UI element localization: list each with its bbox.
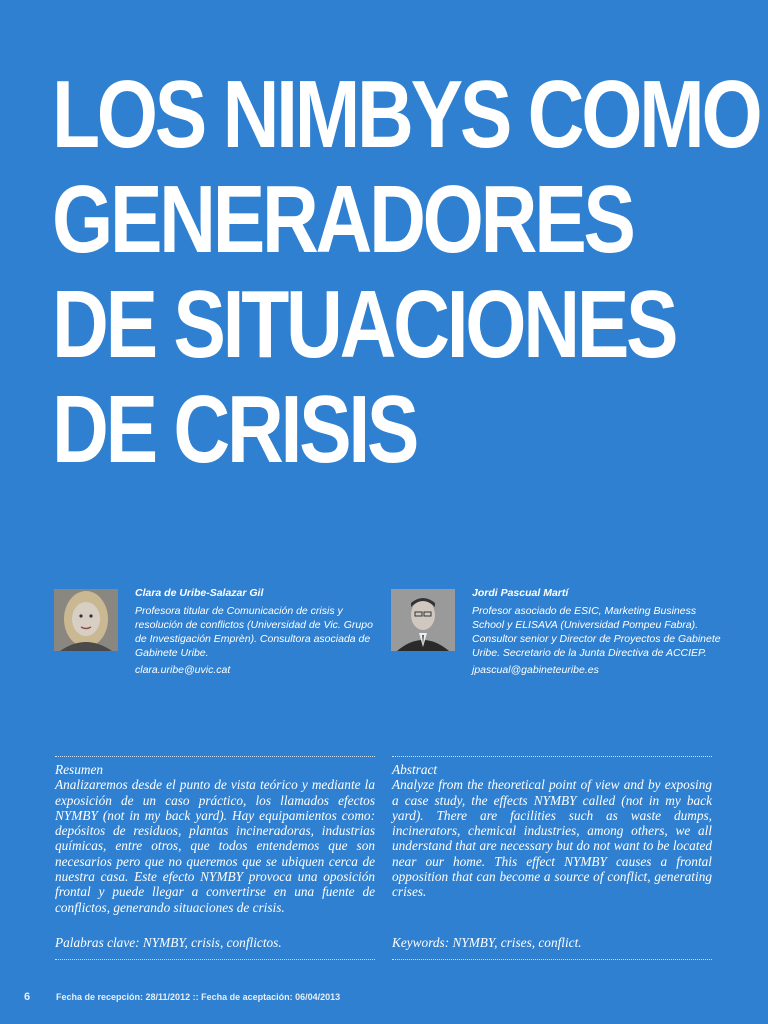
divider — [55, 756, 375, 757]
author-portrait-icon — [54, 589, 118, 651]
author-email[interactable]: clara.uribe@uvic.cat — [135, 664, 231, 676]
author-bio: Profesora titular de Comunicación de crisis y resolución de conflictos (Universidad de Vic. Grupo de Investigación Emprèn). Consultora asociada de Gabinete Uribe. — [135, 605, 373, 659]
abstract-section — [392, 762, 712, 900]
resumen-heading: Resumen — [55, 762, 103, 777]
title-line: LOS NIMBYS COMO — [52, 61, 760, 168]
author-portrait-icon — [391, 589, 455, 651]
title-line: GENERADORES — [52, 166, 633, 273]
resumen-body: Analizaremos desde el punto de vista teórico y mediante la exposición de un caso práctico, los llamados efectos NYMBY (not in my back yard). Hay equipamientos como: depósitos de residuos, plantas incineradoras, industrias químicas, entre otros, que todos entendemos que son necesarios pero que no queremos que se ubiquen cerca de nuestra casa. Este efecto NYMBY provoca una oposición frontal y puede llegar a convertirse en una fuente de conflictos, generando situaciones de crisis. — [55, 777, 375, 915]
resumen-section — [55, 762, 375, 915]
divider — [392, 756, 712, 757]
resumen-keywords: Palabras clave: NYMBY, crisis, conflictos. — [55, 935, 282, 950]
abstract-body: Analyze from the theoretical point of view and by exposing a case study, the effects NYMBY called (not in my back yard). There are facilities such as waste dumps, incinerators, chemical industries, among others, we all understand that are necessary but do not want to be located near our home. This effect NYMBY causes a frontal opposition that can become a source of conflict, generating crises. — [392, 777, 712, 900]
title-line: DE SITUACIONES — [52, 271, 676, 378]
abstract-heading: Abstract — [392, 762, 438, 777]
title-line: DE CRISIS — [52, 376, 417, 483]
author-photo — [391, 589, 455, 651]
divider — [392, 959, 712, 960]
article-title — [52, 61, 760, 483]
author-name: Jordi Pascual Martí — [472, 587, 569, 599]
divider — [55, 959, 375, 960]
author-name: Clara de Uribe-Salazar Gil — [135, 587, 264, 599]
reception-dates: Fecha de recepción: 28/11/2012 :: Fecha de aceptación: 06/04/2013 — [56, 992, 341, 1002]
author-bio: Profesor asociado de ESIC, Marketing Business School y ELISAVA (Universidad Pompeu Fabra). Consultor senior y Director de Proyectos de Gabinete Uribe. Secretario de la Junta Directiva de ACCIEP. — [472, 605, 721, 659]
abstract-keywords: Keywords: NYMBY, crises, conflict. — [392, 935, 582, 950]
author-photo — [54, 589, 118, 651]
author-email[interactable]: jpascual@gabineteuribe.es — [472, 664, 599, 676]
page-number: 6 — [24, 991, 31, 1003]
